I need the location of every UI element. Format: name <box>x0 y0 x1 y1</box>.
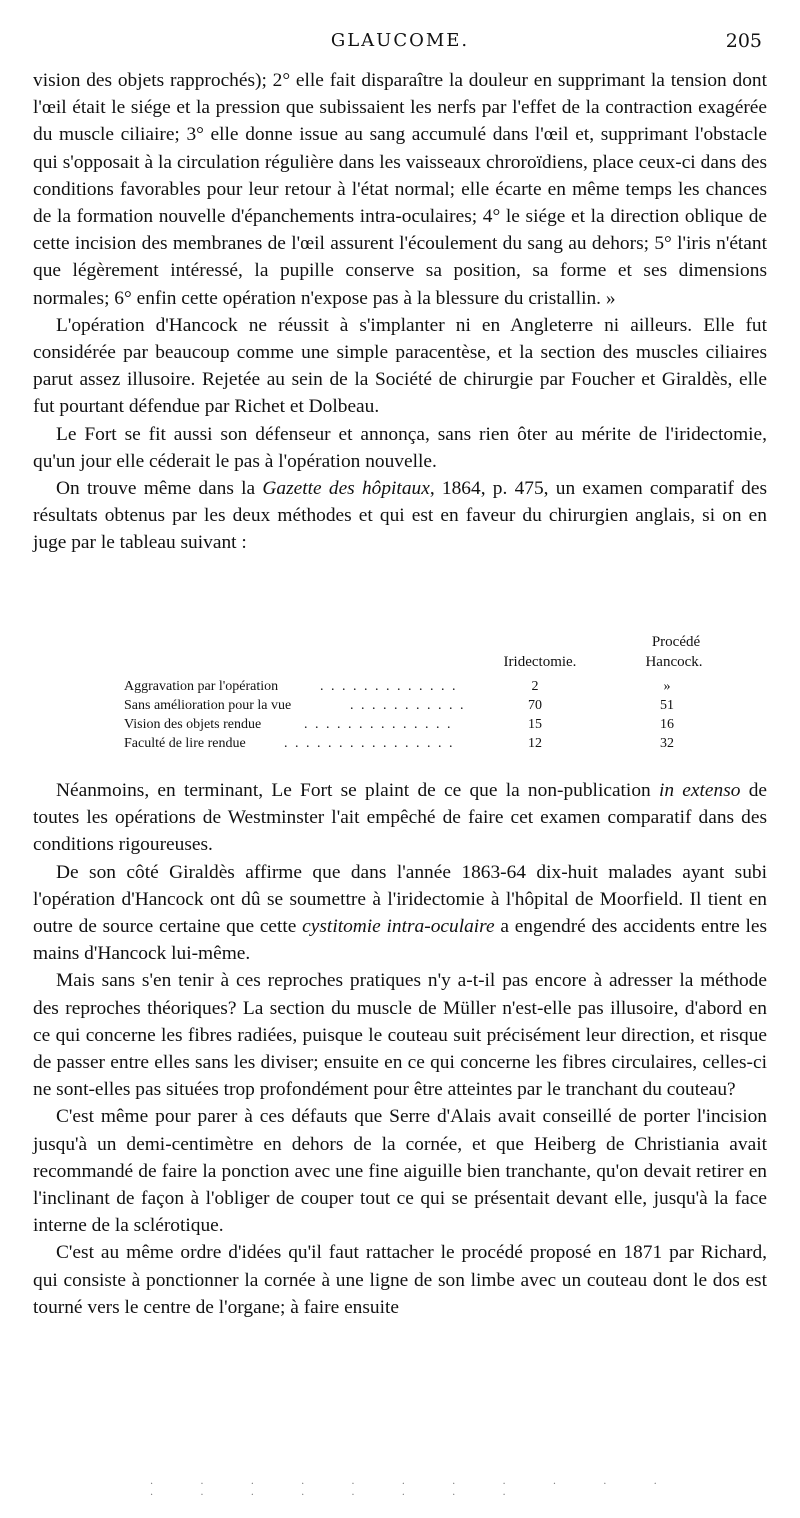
cell-hancock: 32 <box>660 736 674 751</box>
cell-hancock: » <box>663 679 671 694</box>
table-row <box>124 734 714 753</box>
text-run: Néanmoins, en terminant, Le Fort se plaint de ce que la non-publication <box>56 780 659 801</box>
paragraph: vision des objets rapprochés); 2° elle fait disparaître la douleur en supprimant la tension dont l'œil était le siége et la pression que subissaient les nerfs par l'effet de la contraction exagérée du muscle ciliaire; 3° elle donne issue au sang accumulé dans l'œil et, supprimant l'obstacle qui s'opposait à la circulation régulière dans les vaisseaux chroroïdiens, place ceux-ci dans des conditions favorables pour leur retour à l'état normal; elle écarte en même temps les chances de la formation nouvelle d'épanchements intra-oculaires; 4° le siége et la direction oblique de cette incision des membranes de l'œil assurent l'écoulement du sang au dehors; 5° l'iris n'étant que légèrement intéressé, la pupille conserve sa position, sa forme et ses dimensions normales; 6° enfin cette opération n'expose pas à la blessure du cristallin. » <box>33 70 767 309</box>
paragraph: Mais sans s'en tenir à ces reproches pratiques n'y a-t-il pas encore à adresser la méthode des reproches théoriques? La section du muscle de Müller n'est-elle pas illusoire, d'abord en ce qui concerne les fibres radiées, puisque le couteau suit précisément leur direction, et risque de passer entre elles sans les diviser; ensuite en ce qui concerne les fibres circulaires, celles-ci ne sont-elles pas situées trop profondément pour être atteintes par le tranchant du couteau? <box>33 970 767 1101</box>
cell-hancock: 16 <box>660 717 674 732</box>
running-header <box>0 30 800 60</box>
column-header-hancock-line1: Procédé <box>651 634 701 650</box>
paragraph-giraldes <box>33 859 767 968</box>
leader-dots: . . . . . . . . . . . . . . <box>304 717 453 732</box>
row-label: Faculté de lire rendue <box>124 736 246 751</box>
paragraph: C'est même pour parer à ces défauts que Serre d'Alais avait conseillé de porter l'incision jusqu'à un demi-centimètre en dehors de la cornée, et que Heiberg de Christiania avait recommandé de faire la ponction avec une fine aiguille bien tranchante, qu'on devait retirer en l'inclinant de façon à l'obliger de couper tout ce qui se présentait devant elle, jusqu'à la face interne de la sclérotique. <box>33 1106 767 1237</box>
running-title: GLAUCOME. <box>330 30 470 51</box>
paragraph-neanmoins <box>33 777 767 859</box>
cell-hancock: 51 <box>660 698 674 713</box>
leader-dots: . . . . . . . . . . . <box>350 698 466 713</box>
print-specks: . . . . . . . . . . . . . . . . . . . <box>150 1476 679 1498</box>
comparison-table <box>124 633 714 773</box>
text-run: , 1864, p. 475, un examen comparatif des résultats obtenus par les deux méthodes et qui est en faveur du chirurgien anglais, si on en juge par le tableau suivant : <box>33 478 768 554</box>
row-label: Sans amélioration pour la vue <box>124 698 292 713</box>
cell-iridectomie: 12 <box>528 736 542 751</box>
column-header-hancock-line2: Hancock. <box>645 654 703 670</box>
text-run: De son côté Giraldès affirme que dans l'année 1863-64 dix-huit malades ayant subi l'opération d'Hancock ont dû se soumettre à l'iridectomie à l'hôpital de Moorfield. Il tient en outre de source certaine que cette <box>33 861 767 938</box>
paragraph-gazette <box>33 475 767 557</box>
table-row <box>124 696 714 715</box>
italic-phrase: cystitomie intra-oculaire <box>302 916 495 938</box>
text-run: a engendré des accidents entre les mains d'Hancock lui-même. <box>33 916 768 965</box>
cell-iridectomie: 2 <box>531 679 539 694</box>
italic-title: Gazette des hôpitaux <box>262 478 430 500</box>
paragraph: L'opération d'Hancock ne réussit à s'implanter ni en Angleterre ni ailleurs. Elle fut considérée par beaucoup comme une simple paracentèse, et la section des muscles ciliaires parut assez illusoire. Rejetée au sein de la Société de chirurgie par Foucher et Giraldès, elle fut pourtant défendue par Richet et Dolbeau. <box>33 314 767 418</box>
text-run: de toutes les opérations de Westminster l'ait empêché de faire cet examen comparatif dans des conditions rigoureuses. <box>33 780 768 856</box>
table-row <box>124 677 714 696</box>
text-block-bottom <box>33 777 767 1321</box>
page-number: 205 <box>725 30 762 52</box>
cell-iridectomie: 15 <box>528 717 542 732</box>
row-label: Vision des objets rendue <box>124 717 262 732</box>
row-label: Aggravation par l'opération <box>124 679 279 694</box>
table-row <box>124 715 714 734</box>
text-block-top <box>33 67 767 557</box>
paragraph: Le Fort se fit aussi son défenseur et annonça, sans rien ôter au mérite de l'iridectomie, qu'un jour elle céderait le pas à l'opération nouvelle. <box>33 423 767 472</box>
cell-iridectomie: 70 <box>528 698 542 713</box>
text-run: On trouve même dans la <box>56 478 263 500</box>
paragraph: C'est au même ordre d'idées qu'il faut rattacher le procédé proposé en 1871 par Richard, qui consiste à ponctionner la cornée à une ligne de son limbe avec un couteau dont le dos est tourné vers le centre de l'organe; à faire ensuite <box>33 1242 767 1318</box>
leader-dots: . . . . . . . . . . . . . . . . <box>284 736 455 751</box>
leader-dots: . . . . . . . . . . . . . <box>320 679 458 694</box>
column-header-iridectomie: Iridectomie. <box>503 654 577 670</box>
italic-phrase: in extenso <box>658 780 741 801</box>
